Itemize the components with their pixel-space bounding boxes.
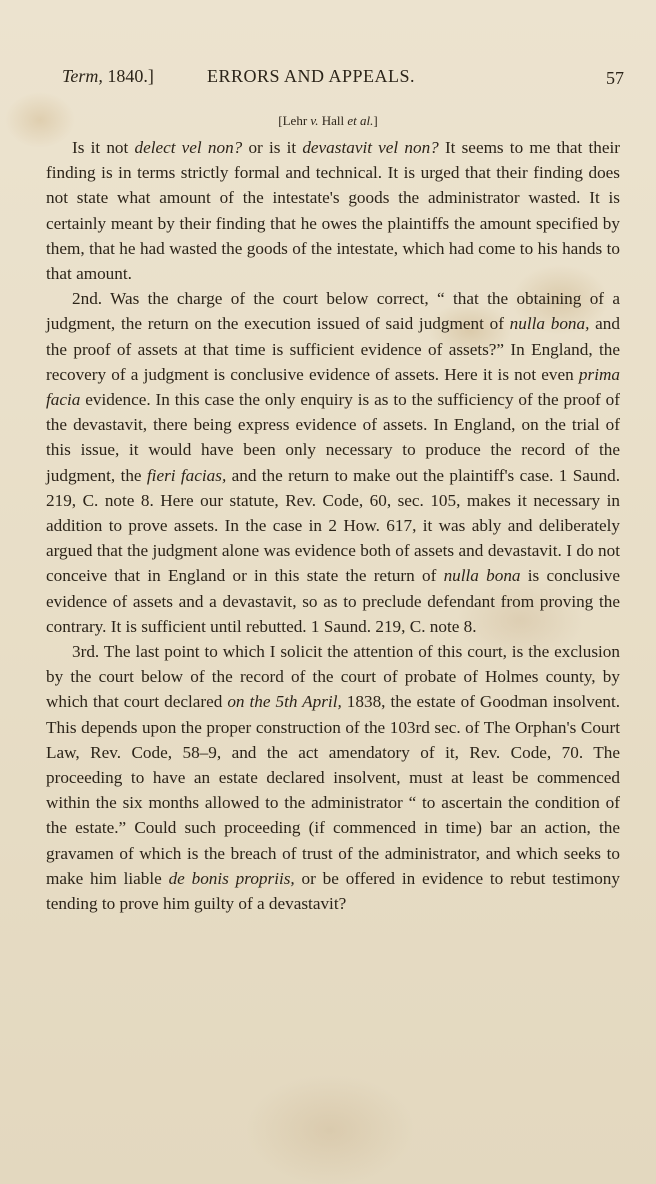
italic-run: prima facia	[46, 364, 620, 410]
text-run: and the proof of assets at that time is sufficient evidence of assets?” In England, the recovery of a judgment is conclusive evidence of assets. Here it is not even	[46, 314, 620, 384]
page-body	[46, 135, 620, 916]
paragraph-3	[46, 639, 620, 916]
caption-open: [Lehr	[278, 113, 311, 128]
italic-run: delect vel non?	[134, 138, 243, 157]
italic-run: de bonis propriis,	[168, 868, 295, 888]
text-run: It seems to me that their finding is in terms strictly formal and technical. It is urged that their finding does not state what amount of the intestate's goods the administrator wasted. It is certainly meant by their finding that he owes the plaintiffs the amount specified by them, that he had wasted the goods of the intestate, which had come to his hands to that amount.	[46, 138, 620, 284]
italic-run: fieri facias,	[146, 465, 227, 485]
caption-close: ]	[373, 113, 378, 128]
text-run: evidence. In this case the only enquiry is as to the sufficiency of the proof of the devastavit, there being express evidence of assets. In England, on the trial of this issue, it would have been only necessary to produce the record of the judgment, the	[46, 390, 620, 485]
paragraph-1	[46, 135, 620, 286]
italic-run: nulla bona,	[509, 314, 590, 334]
header-title: ERRORS AND APPEALS.	[207, 66, 416, 86]
text-run: or be offered in evidence to rebut testimony tending to prove him guilty of a devastavit?	[46, 868, 620, 914]
header-year: 1840.]	[107, 66, 154, 86]
caption-v: v.	[310, 113, 319, 128]
text-run: 2nd. Was the charge of the court below correct, “ that the obtaining of a judgment, the return on the execution issued of said judgment of	[46, 289, 620, 334]
case-caption	[0, 113, 656, 129]
text-run: is conclusive evidence of assets and a devastavit, so as to preclude defendant from proving the contrary. It is sufficient until rebutted. 1 Saund. 219, C. note 8.	[46, 566, 620, 636]
text-run: 3rd. The last point to which I solicit the attention of this court, is the exclusion by the court below of the record of the court of probate of Holmes county, by which that court declared	[46, 642, 620, 712]
text-run: 1838, the estate of Goodman insolvent. This depends upon the proper construction of the 103rd sec. of The Orphan's Court Law, Rev. Code, 58–9, and the act amendatory of it, Rev. Code, 70. The proceeding to have an estate declared insolvent, must at least be commenced within the six months allowed to the administrator “ to ascertain the condition of the estate.” Could such proceeding (if commenced in time) bar an action, the gravamen of which is the breach of trust of the administrator, and which seeks to make him liable	[46, 692, 621, 888]
caption-etal: et al.	[347, 113, 374, 128]
header-term	[62, 66, 154, 87]
running-header	[62, 66, 624, 96]
italic-run: nulla bona	[443, 566, 521, 586]
caption-mid: Hall	[318, 113, 348, 128]
text-run: Is it not	[72, 138, 135, 157]
paragraph-2	[46, 286, 620, 639]
italic-run: on the 5th April,	[227, 692, 342, 712]
text-run: and the return to make out the plaintiff's case. 1 Saund. 219, C. note 8. Here our statute, Rev. Code, 60, sec. 105, makes it necessary in addition to prove assets. In the case in 2 How. 617, it was ably and deliberately argued that the judgment alone was evidence both of assets and devastavit. I do not conceive that in England or in this state the return of	[46, 465, 620, 586]
page-number: 57	[606, 68, 624, 88]
italic-run: devastavit vel non?	[302, 138, 439, 157]
header-term-word: Term,	[62, 66, 103, 86]
text-run: or is it	[242, 138, 303, 157]
